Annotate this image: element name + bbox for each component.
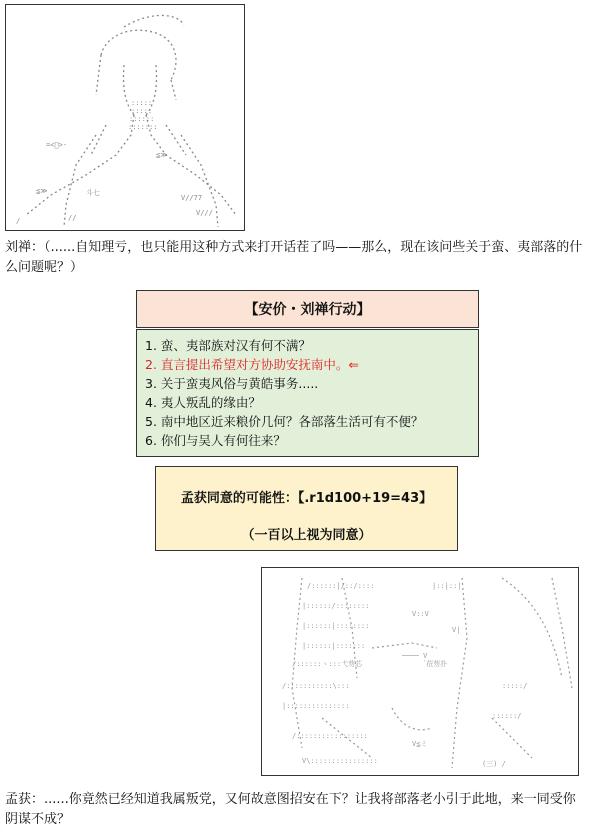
anka-title: 【安价・刘禅行动】	[136, 290, 479, 328]
dice-result-panel	[155, 466, 458, 551]
svg-text:|::::::/::::::::: |::::::/::::::::	[302, 602, 370, 610]
dialogue-text: ：（......自知理亏，也只能用这种方式来打开话茬了吗——那么，现在该问些关于蛮、夷部落的什么问题呢？）	[5, 240, 583, 275]
svg-text:──── V: ──── V	[402, 652, 428, 660]
dialogue-text: ：......你竟然已经知道我属叛党，又何故意图招安在下？让我将部落老小引于此地，来一同受你阴谋不成？	[5, 792, 576, 827]
svg-text:/:::::::::::\:::: /:::::::::::\:::	[282, 682, 350, 690]
anka-option-4: 4. 夷人叛乱的缘由？	[145, 395, 261, 410]
anka-panel	[136, 290, 479, 458]
svg-text:≦≫: ≦≫	[36, 187, 48, 195]
svg-text:::::::: ::::::	[129, 115, 155, 123]
ascii-art-liu-shan	[5, 4, 245, 231]
svg-text:|::::::|::::::::: |::::::|::::::::	[302, 622, 370, 630]
anka-option-3: 3. 关于蛮夷风俗与黄皓事务.....	[145, 376, 319, 391]
ascii-art-figure-drawing	[262, 568, 578, 775]
svg-text:|::|::|: |::|::|	[432, 582, 462, 590]
speaker-name: 刘禅	[5, 240, 32, 255]
dialogue-meng-huo	[5, 790, 587, 830]
svg-text:/::::::ヽ:::弋芴芯: /::::::ヽ:::弋芴芯	[292, 660, 363, 668]
anka-options-list	[136, 329, 479, 457]
svg-text:斗七: 斗七	[86, 189, 100, 197]
svg-text:V//77: V//77	[181, 194, 203, 202]
dialogue-liu-shan	[5, 238, 585, 278]
svg-text:/::::::|/::/::::: /::::::|/::/::::	[307, 582, 375, 590]
anka-option-5: 5. 南中地区近来粮价几何？各部落生活可有不便？	[145, 414, 424, 429]
svg-text::::::/: :::::/	[502, 682, 528, 690]
svg-text:(三) /: (三) /	[482, 760, 506, 768]
svg-text:|::::::|:::::::: |::::::|:::::::	[302, 642, 366, 650]
speaker-name: 孟获	[5, 792, 32, 807]
svg-text::::::: :::::	[131, 107, 153, 115]
svg-text:::::::/: ::::::/	[492, 712, 522, 720]
svg-text:V≦ミ: V≦ミ	[412, 740, 428, 748]
svg-text://: //	[68, 214, 77, 222]
svg-text:´莅芴扑: ´莅芴扑	[422, 660, 448, 668]
svg-text:≦≫: ≦≫	[156, 151, 168, 159]
dice-result: 孟获同意的可能性：【.r1d100+19=43】	[180, 491, 433, 506]
svg-text:V///: V///	[196, 209, 213, 217]
svg-text:V|: V|	[452, 626, 461, 634]
dice-threshold-note: （一百以上视为同意）	[241, 528, 372, 543]
svg-text:/:::::::::::::::::: /:::::::::::::::::	[292, 732, 368, 740]
ascii-art-meng-huo	[261, 567, 579, 776]
anka-option-2: 2. 直言提出希望对方协助安抚南中。⇐	[145, 357, 359, 372]
anka-option-6: 6. 你们与吴人有何往来？	[145, 433, 286, 448]
svg-text:=<ﾟ>-: =<ﾟ>-	[46, 141, 68, 149]
svg-text:/: /	[16, 217, 21, 225]
svg-text::::::::: :::::::	[128, 123, 158, 131]
svg-text:V::V: V::V	[412, 610, 429, 618]
anka-option-1: 1. 蛮、夷部族对汉有何不满？	[145, 338, 311, 353]
svg-text::::::: :::::	[131, 99, 153, 107]
svg-text:|:::::::::::::::: |:::::::::::::::	[282, 702, 350, 710]
svg-text:V\::::::::::::::::: V\::::::::::::::::	[302, 757, 378, 765]
ascii-art-figure-drawing	[6, 5, 244, 230]
